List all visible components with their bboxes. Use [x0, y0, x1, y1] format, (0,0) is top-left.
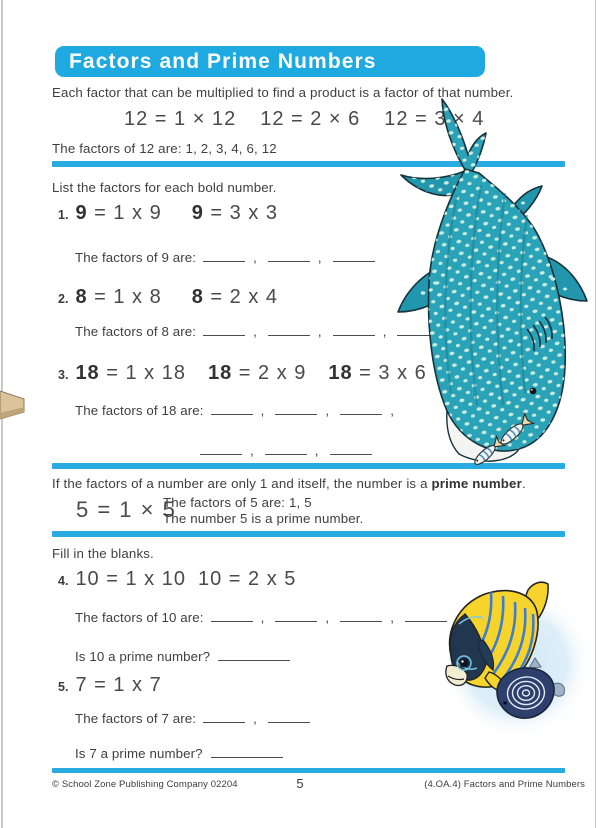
- prime-note-line2: The number 5 is a prime number.: [163, 511, 364, 526]
- problem-row-2: [58, 286, 308, 309]
- answer-blank[interactable]: [275, 403, 317, 415]
- equation: 10 = 1 x 10: [75, 568, 186, 590]
- answer-blank[interactable]: [330, 443, 372, 455]
- prime-note-line1: The factors of 5 are: 1, 5: [163, 495, 312, 510]
- equation: 12 = 3 × 4: [384, 108, 485, 130]
- prime-question-row: [75, 649, 290, 664]
- factors-prompt: The factors of 10 are:: [75, 610, 204, 625]
- factors-answer-row: [75, 250, 375, 265]
- footer-standard: (4.OA.4) Factors and Prime Numbers: [424, 779, 585, 790]
- equation: 12 = 1 × 12: [124, 108, 237, 130]
- answer-blank[interactable]: [211, 746, 283, 758]
- comma-separator: ,: [390, 403, 394, 418]
- problem-row-4: [58, 568, 308, 591]
- factors-answer-row: [75, 324, 439, 339]
- comma-separator: ,: [390, 610, 394, 625]
- comma-separator: ,: [250, 443, 254, 458]
- blanks-group: [196, 250, 375, 265]
- problem-row-5: [58, 674, 174, 697]
- comma-separator: ,: [253, 250, 257, 265]
- equation: 10 = 2 x 5: [197, 568, 297, 590]
- answer-blank[interactable]: [333, 324, 375, 336]
- factors-prompt: The factors of 7 are:: [75, 711, 197, 726]
- comma-separator: ,: [317, 324, 322, 339]
- answer-blank[interactable]: [333, 250, 375, 262]
- answer-blank[interactable]: [200, 443, 242, 455]
- comma-separator: ,: [317, 250, 322, 265]
- answer-blank[interactable]: [218, 649, 290, 661]
- answer-blank[interactable]: [275, 610, 317, 622]
- answer-blank[interactable]: [203, 711, 245, 723]
- factors-prompt: The factors of 9 are:: [75, 250, 197, 265]
- equation: 12 = 2 × 6: [260, 108, 361, 130]
- footer-copyright: © School Zone Publishing Company 02204: [52, 779, 238, 790]
- factors-prompt: The factors of 8 are:: [75, 324, 197, 339]
- prime-question: Is 7 a prime number?: [75, 746, 203, 761]
- problem-number: 4.: [58, 574, 69, 588]
- answer-blank[interactable]: [203, 250, 245, 262]
- footer-divider: [52, 768, 565, 773]
- angelfish-illustration: [433, 578, 597, 742]
- page-title: Factors and Prime Numbers: [69, 49, 377, 73]
- equation: 18 = 3 x 6: [328, 362, 427, 384]
- worksheet-title-banner: [55, 46, 485, 77]
- problem-number: 3.: [58, 368, 69, 382]
- equation: 7 = 1 x 7: [75, 674, 162, 696]
- comma-separator: ,: [253, 324, 257, 339]
- comma-separator: ,: [253, 711, 257, 726]
- equation: 8 = 2 x 4: [191, 286, 278, 308]
- prime-question-row: [75, 746, 283, 761]
- section-instruction: Fill in the blanks.: [52, 546, 154, 561]
- blanks-group: [193, 443, 372, 458]
- blanks-group: [203, 746, 283, 758]
- problem-number: 2.: [58, 292, 69, 306]
- answer-blank[interactable]: [211, 403, 253, 415]
- problem-row-1: [58, 202, 308, 225]
- comma-separator: ,: [260, 610, 265, 625]
- blanks-group: [210, 649, 290, 661]
- factors-answer-row: [75, 711, 310, 726]
- factors-answer-row: [75, 610, 447, 625]
- whale-shark-illustration: [393, 93, 593, 489]
- factors-answer-row-continued: [200, 443, 372, 458]
- answer-blank[interactable]: [211, 610, 253, 622]
- equation: 9 = 1 x 9: [75, 202, 162, 224]
- comma-separator: ,: [325, 610, 330, 625]
- comma-separator: ,: [260, 403, 265, 418]
- answer-blank[interactable]: [203, 324, 245, 336]
- equation: 18 = 2 x 9: [207, 362, 307, 384]
- section-instruction: List the factors for each bold number.: [52, 180, 277, 195]
- equation: 18 = 1 x 18: [75, 362, 186, 384]
- prime-question: Is 10 a prime number?: [75, 649, 211, 664]
- blanks-group: [204, 610, 447, 625]
- pencil-tip-illustration: [0, 387, 26, 421]
- equation: 9 = 3 x 3: [191, 202, 278, 224]
- problem-number: 1.: [58, 208, 69, 222]
- answer-blank[interactable]: [268, 711, 310, 723]
- answer-blank[interactable]: [340, 403, 382, 415]
- factors-answer-row: [75, 403, 398, 418]
- prime-example-equation: 5 = 1 × 5: [76, 497, 177, 522]
- intro-text: Each factor that can be multiplied to find a product is a factor of that number.: [52, 85, 514, 100]
- answer-blank[interactable]: [340, 610, 382, 622]
- comma-separator: ,: [314, 443, 319, 458]
- comma-separator: ,: [382, 324, 387, 339]
- prime-number-term: prime number: [431, 476, 522, 491]
- factors-prompt: The factors of 18 are:: [75, 403, 204, 418]
- blanks-group: [196, 711, 310, 726]
- answer-blank[interactable]: [268, 324, 310, 336]
- comma-separator: ,: [325, 403, 330, 418]
- page-number: 5: [296, 776, 304, 791]
- section-divider: [52, 531, 565, 537]
- blanks-group: [204, 403, 398, 418]
- answer-blank[interactable]: [265, 443, 307, 455]
- answer-blank[interactable]: [268, 250, 310, 262]
- prime-rule-sentence: If the factors of a number are only 1 and itself, the number is a prime number.: [52, 476, 526, 491]
- equation: 8 = 1 x 8: [75, 286, 162, 308]
- problem-number: 5.: [58, 680, 69, 694]
- example-factors-line: The factors of 12 are: 1, 2, 3, 4, 6, 12: [52, 141, 277, 156]
